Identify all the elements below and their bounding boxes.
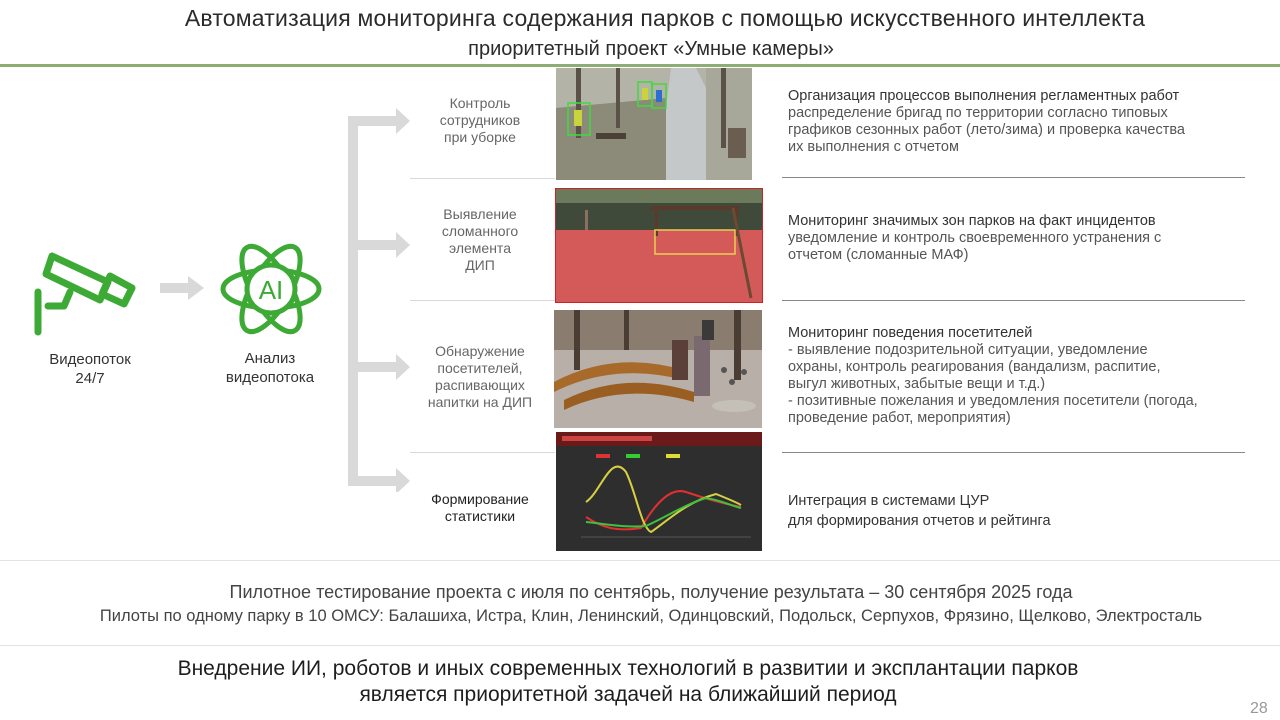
slide-subtitle: приоритетный проект «Умные камеры»: [468, 38, 834, 60]
conclusion-line-1: Внедрение ИИ, роботов и иных современных технологий в развитии и эксплантации парков: [177, 657, 1079, 680]
label-separator-1: [410, 178, 555, 179]
page-number: 28: [1250, 700, 1268, 717]
ai-badge-text: AI: [258, 275, 284, 305]
cctv-camera-icon: [30, 240, 142, 340]
row-label-statistics: Формирование статистики: [431, 491, 529, 524]
row-description-staff-control: Организация процессов выполнения регламентных работ распределение бригад по территории согласно типовых графиков сезонных работ (лето/зима) и проверка качества их выполнения с отчетом: [788, 88, 1185, 155]
conclusion-line-2: является приоритетной задачей на ближайший период: [359, 683, 897, 706]
row-description-statistics: Интеграция в системами ЦУР для формирования отчетов и рейтинга: [788, 493, 1051, 529]
right-arrow-icon: [160, 276, 206, 300]
ai-atom-icon: [218, 236, 324, 342]
broken-element-camera-image: [555, 188, 763, 303]
video-analysis-label: Анализ видеопотока: [225, 350, 315, 386]
footer-bottom-divider: [0, 645, 1280, 646]
staff-cleaning-camera-image: [556, 68, 752, 180]
row-label-broken-element: Выявление сломанного элемента ДИП: [441, 206, 519, 273]
video-stream-label: Видеопоток 24/7: [49, 351, 131, 387]
row-label-visitor-detection: Обнаружение посетителей, распивающих напитки на ДИП: [427, 343, 533, 410]
pilot-locations-text: Пилоты по одному парку в 10 ОМСУ: Балашиха, Истра, Клин, Ленинский, Одинцовский, Подольск, Серпухов, Фрязино, Щелково, Электросталь: [99, 607, 1203, 625]
header-divider: [0, 64, 1280, 67]
statistics-dashboard-image: [556, 432, 762, 551]
pilot-timeline-text: Пилотное тестирование проекта с июля по сентябрь, получение результата – 30 сентября 2025 года: [229, 582, 1073, 602]
label-separator-3: [410, 452, 555, 453]
description-divider-1: [782, 177, 1245, 178]
row-label-staff-control: Контроль сотрудников при уборке: [439, 95, 521, 145]
slide-title: Автоматизация мониторинга содержания парков с помощью искусственного интеллекта: [184, 5, 1146, 31]
visitor-detection-camera-image: [554, 310, 762, 428]
footer-top-divider: [0, 560, 1280, 561]
description-divider-3: [782, 452, 1245, 453]
label-separator-2: [410, 300, 555, 301]
row-description-visitor-behavior: Мониторинг поведения посетителей - выявление подозрительной ситуации, уведомление охраны, контроль реагирования (вандализм, распитие, выгул животных, забытые вещи и т.д.) - позитивные пожелания и уведомления посетители (погода, проведение работ, мероприятия): [788, 325, 1198, 426]
row-description-broken-element: Мониторинг значимых зон парков на факт инцидентов уведомление и контроль своевременного устранения с отчетом (сломанные МАФ): [788, 213, 1162, 263]
description-divider-2: [782, 300, 1245, 301]
branch-bracket-icon: [344, 108, 414, 492]
